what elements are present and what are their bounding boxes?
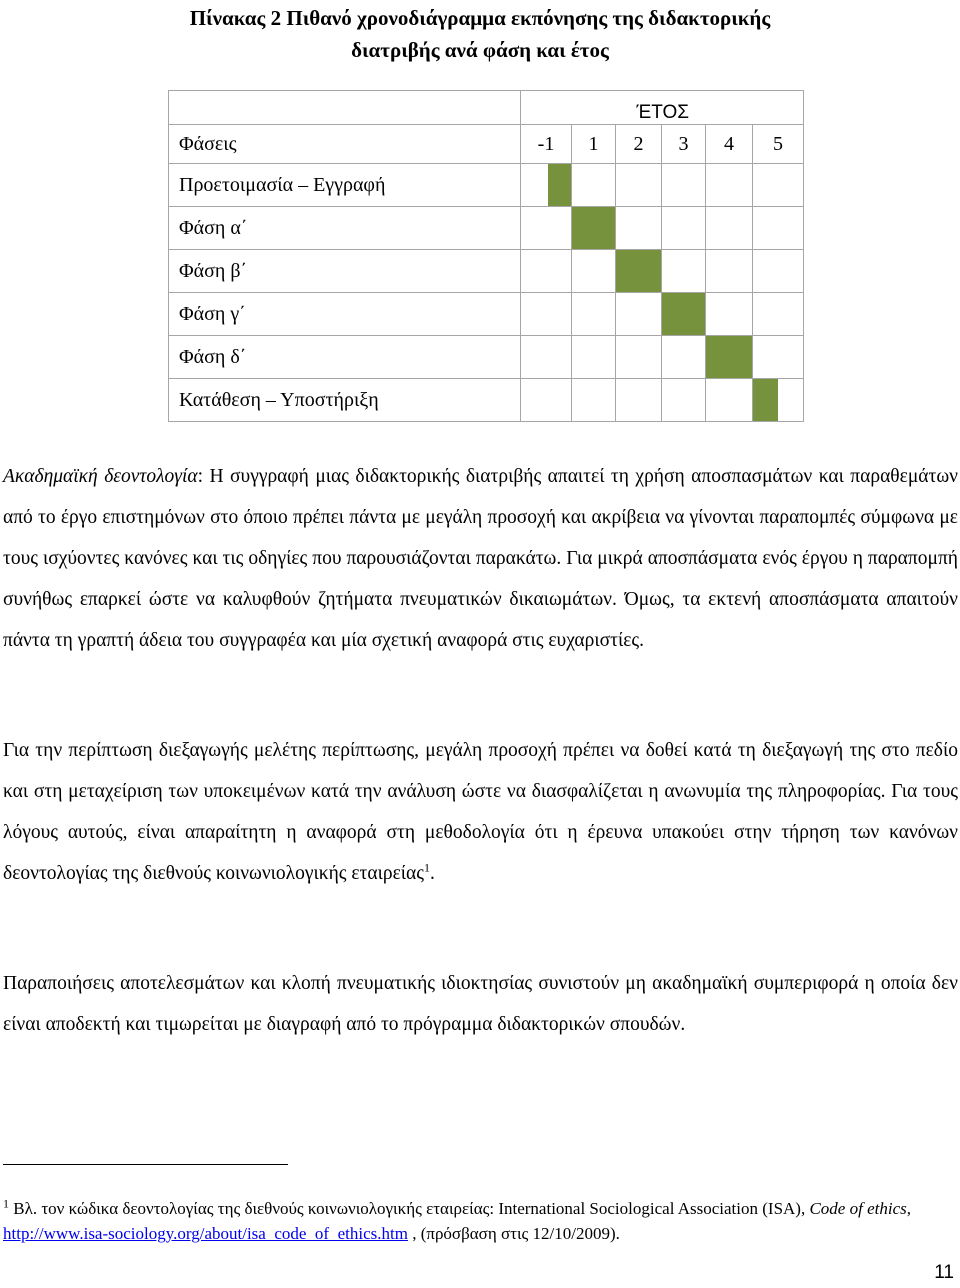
timeline-cell <box>706 379 753 422</box>
paragraph-misconduct <box>3 963 958 1045</box>
year-label: 2 <box>616 125 662 164</box>
table-caption <box>0 2 960 66</box>
timeline-cell <box>616 336 662 379</box>
phase-row <box>169 293 804 336</box>
timeline-cell <box>616 293 662 336</box>
year-label: 1 <box>572 125 616 164</box>
timeline-cell <box>616 164 662 207</box>
phase-row <box>169 164 804 207</box>
timeline-cell <box>706 293 753 336</box>
timeline-cell <box>521 379 572 422</box>
timeline-cell <box>572 164 616 207</box>
timeline-cell <box>572 293 616 336</box>
year-header-row <box>169 91 804 125</box>
timeline-cell <box>753 250 804 293</box>
footnote-link[interactable]: http://www.isa-sociology.org/about/isa_code_of_ethics.htm <box>3 1224 408 1243</box>
footnote-marker: 1 <box>3 1196 9 1211</box>
timeline-cell <box>662 250 706 293</box>
caption-line-1: Πίνακας 2 Πιθανό χρονοδιάγραμμα εκπόνησης της διδακτορικής <box>189 6 771 30</box>
phase-label: Κατάθεση – Υποστήριξη <box>169 379 521 422</box>
page-number: 11 <box>934 1262 954 1283</box>
timeline-cell <box>753 164 804 207</box>
timeline-cell <box>521 250 572 293</box>
paragraph-end: . <box>429 863 435 884</box>
active-period-bar <box>706 336 753 379</box>
phase-header: Φάσεις <box>169 125 521 164</box>
timeline-cell <box>616 207 662 250</box>
phase-row <box>169 250 804 293</box>
timeline-cell <box>572 336 616 379</box>
timeline-cell <box>753 293 804 336</box>
footnote-text: Βλ. τον κώδικα δεοντολογίας της διεθνούς κοινωνιολογικής εταιρείας: International Sociological Association (ISA), <box>9 1199 810 1218</box>
timeline-cell <box>706 164 753 207</box>
year-label: 4 <box>706 125 753 164</box>
timeline-cell <box>572 379 616 422</box>
phase-row <box>169 379 804 422</box>
timeline-cell <box>662 164 706 207</box>
timeline-cell <box>662 379 706 422</box>
paragraph-case-study <box>3 730 958 894</box>
timeline-cell <box>662 207 706 250</box>
phase-row <box>169 207 804 250</box>
footnote-italic-title: Code of ethics <box>809 1199 907 1218</box>
paragraph-lead-term: Ακαδημαϊκή δεοντολογία <box>3 466 198 487</box>
timeline-cell <box>616 379 662 422</box>
timeline-cell <box>521 336 572 379</box>
caption-line-2: διατριβής ανά φάση και έτος <box>351 38 609 62</box>
active-period-bar <box>572 207 616 250</box>
phase-label: Προετοιμασία – Εγγραφή <box>169 164 521 207</box>
paragraph-body: : Η συγγραφή μιας διδακτορικής διατριβής απαιτεί τη χρήση αποσπασμάτων και παραθεμάτων από το έργο επιστημόνων στο όποιο πρέπει πάντα με μεγάλη προσοχή και ακρίβεια να γίνονται παραπομπές σύμφωνα με τους ισχύοντες κανόνες και τις οδηγίες που παρουσιάζονται παρακάτω. Για μικρά αποσπάσματα ενός έργου η παραπομπή συνήθως επαρκεί ώστε να καλυφθούν ζητήματα πνευματικών δικαιωμάτων. Όμως, τα εκτενή αποσπάσματα απαιτούν πάντα τη γραπτή άδεια του συγγραφέα και μία σχετική αναφορά στις ευχαριστίες. <box>3 466 958 651</box>
active-period-bar <box>521 164 572 207</box>
timeline-cell <box>706 250 753 293</box>
paragraph-academic-ethics <box>3 456 958 661</box>
year-header: ΈΤΟΣ <box>521 91 804 125</box>
paragraph-body: Για την περίπτωση διεξαγωγής μελέτης περίπτωσης, μεγάλη προσοχή πρέπει να δοθεί κατά τη διεξαγωγή της στο πεδίο και στη μεταχείριση των υποκειμένων κατά την ανάλυση ώστε να διασφαλίζεται η ανωνυμία της πληροφορίας. Για τους λόγους αυτούς, είναι απαραίτητη η αναφορά στη μεθοδολογία ότι η έρευνα υπακούει στην τήρηση των κανόνων δεοντολογίας της διεθνούς κοινωνιολογικής εταιρείας <box>3 740 958 884</box>
paragraph-body: Παραποιήσεις αποτελεσμάτων και κλοπή πνευματικής ιδιοκτησίας συνιστούν μη ακαδημαϊκή συμπεριφορά η οποία δεν είναι αποδεκτή και τιμωρείται με διαγραφή από το πρόγραμμα διδακτορικών σπουδών. <box>3 973 958 1035</box>
timeline-cell <box>662 336 706 379</box>
empty-corner-cell <box>169 91 521 125</box>
timeline-cell <box>706 207 753 250</box>
timeline-cell <box>753 207 804 250</box>
phase-row <box>169 336 804 379</box>
phase-label: Φάση α΄ <box>169 207 521 250</box>
phase-rows <box>169 164 804 422</box>
timeline-cell <box>521 293 572 336</box>
active-period-bar <box>753 379 804 422</box>
phase-label: Φάση δ΄ <box>169 336 521 379</box>
year-label: 3 <box>662 125 706 164</box>
active-period-bar <box>662 293 706 336</box>
active-period-bar <box>616 250 662 293</box>
year-label: -1 <box>521 125 572 164</box>
year-label: 5 <box>753 125 804 164</box>
phase-label: Φάση β΄ <box>169 250 521 293</box>
timeline-cell <box>572 250 616 293</box>
footnote-text: , (πρόσβαση στις 12/10/2009). <box>407 1224 620 1243</box>
footnote <box>3 1196 958 1246</box>
column-header-row <box>169 125 804 164</box>
timeline-cell <box>521 207 572 250</box>
footnote-text: , <box>906 1199 911 1218</box>
timeline-cell <box>753 336 804 379</box>
phase-label: Φάση γ΄ <box>169 293 521 336</box>
footnote-separator <box>3 1164 288 1165</box>
footnote-reference[interactable]: 1 <box>423 860 430 875</box>
timeline-table <box>168 90 804 422</box>
